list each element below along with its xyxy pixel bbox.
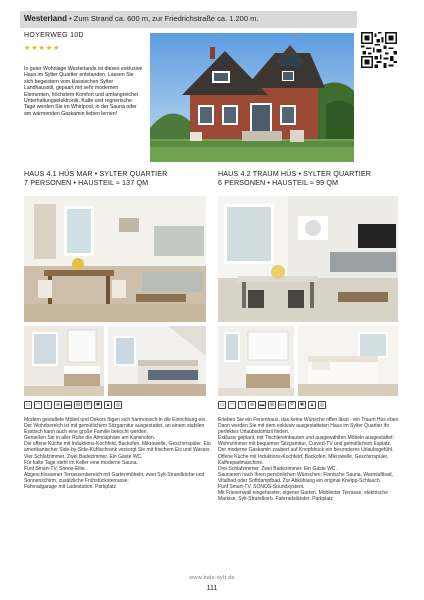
house-1-description bbox=[24, 417, 212, 490]
desc-paragraph: Für kalte Tage steht im Keller eine moderne Sauna. bbox=[24, 459, 138, 466]
tv-icon: ▭ bbox=[219, 402, 225, 408]
shower-icon: ⌇ bbox=[44, 401, 52, 409]
tv-icon: ▭ bbox=[25, 402, 31, 408]
house-2-bedroom-photo bbox=[298, 326, 398, 396]
desc-paragraph: Fünf Smart-TV, Sonos-Elite. bbox=[24, 465, 87, 472]
desc-paragraph: Fünf Smart-TV, SONOS-Soundsystem. bbox=[218, 484, 305, 491]
desc-paragraph: Modern gestaltete Möbel und Dekors fügen sich harmonisch in die Einrichtung ein. Der Wohnbereich ist mit gemütlichem Sitzgarnitur ausgestattet, an einem stabilen Esstisch kann auch eine große Familie bekocht werden. bbox=[24, 417, 207, 436]
house-2-description bbox=[218, 417, 400, 502]
house-1-subtitle: 7 PERSONEN • HAUSTEIL ≈ 137 QM bbox=[24, 177, 149, 187]
desc-paragraph: Drei Schlafzimmer. Zwei Badezimmer. Ein Gäste WC. bbox=[218, 465, 337, 472]
house-2-amenity-icons bbox=[218, 401, 326, 409]
fireplace-icon: ▲ bbox=[105, 402, 111, 408]
desc-paragraph: Genießen Sie in aller Ruhe die Atmosphäre am Kaminofen. bbox=[24, 435, 156, 442]
desc-paragraph: Exklusiv geplant, mit Tischlereinbauten und ausgewählten Möbeln ausgestattet: Wohnzimmer mit bequemer Sitzgarnitur, Curved-TV und gemütlichem Esplatz. Der moderne Gaskamin zaubert auf Knopfdruck ein besonderes Urlaubsgefühl. bbox=[218, 435, 394, 454]
property-name: HOYERWEG 10D bbox=[24, 32, 84, 39]
desc-paragraph: Saunieren nach Ihren persönlichen Wünschen: Finnische Sauna, Warmluftbad, Vitalbad oder Softdampfbad. Zur Abkühlung ein original Kneipp-Schlauch. bbox=[218, 471, 393, 484]
pet-icon: ✱ bbox=[95, 402, 101, 408]
house-1-bathroom-photo bbox=[24, 326, 104, 396]
wifi-icon: ◠ bbox=[229, 402, 235, 408]
fireplace-icon: ▲ bbox=[309, 402, 315, 408]
house-1-title: HAUS 4.1 HÜS MAR • SYLTER QUARTIER bbox=[24, 169, 168, 178]
sauna-icon: ≋ bbox=[55, 402, 61, 408]
360-icon: 360° bbox=[278, 403, 286, 407]
washer-icon: ◎ bbox=[319, 402, 325, 408]
pet-icon: ✱ bbox=[299, 402, 305, 408]
house-2-living-room-photo bbox=[218, 196, 398, 322]
house-1-living-room-photo bbox=[24, 196, 206, 322]
place-name: Westerland bbox=[24, 14, 67, 23]
header-line bbox=[24, 13, 258, 25]
washer-icon: ◎ bbox=[115, 402, 121, 408]
house-2-title: HAUS 4.2 TRAUM HÜS • SYLTER QUARTIER bbox=[218, 169, 372, 178]
parking-icon: P bbox=[84, 401, 92, 409]
bed-icon: ▬ bbox=[259, 402, 265, 408]
star-rating: ★★★★★ bbox=[24, 45, 61, 52]
desc-paragraph: Vier Schlafzimmer. Zwei Badezimmer. Ein Gäste WC. bbox=[24, 453, 143, 460]
house-1-bedroom-photo bbox=[108, 326, 206, 396]
website-link[interactable]: www.bals-sylt.de bbox=[189, 575, 235, 581]
house-2-bathroom-photo bbox=[218, 326, 294, 396]
desc-paragraph: Offene Küche mit Induktions-Kochfeld, Backofen, Mikrowelle, Geschirrspüler, Kaffeepadmaschine. bbox=[218, 453, 389, 466]
desc-paragraph: Fahrradgarage mit Ladestation. Parkplatz bbox=[24, 484, 116, 491]
distance-info: • Zum Strand ca. 600 m, zur Friedrichstraße ca. 1.200 m. bbox=[69, 14, 259, 23]
wifi-icon: ◠ bbox=[35, 402, 41, 408]
kitchen-icon: ⊞ bbox=[269, 402, 275, 408]
house-2-subtitle: 6 PERSONEN • HAUSTEIL ≈ 99 QM bbox=[218, 177, 339, 187]
bed-icon: ▬ bbox=[65, 402, 71, 408]
house-1-amenity-icons bbox=[24, 401, 122, 409]
desc-paragraph: Die offene Küche mit Induktions-Kochfeld, Backofen, Mikrowelle, Geschirrspüler. Ein amerikanischer Side-by-Side-Kühlschrank versorgt Sie mit frischem Eis und Wasser. bbox=[24, 441, 211, 454]
desc-paragraph: Abgeschlossener Terrassenbereich mit Gartenmöbeln, zwei Sylt-Strandkörbe und Sonnenschirm, zusätzliche Frühstücksterrasse. bbox=[24, 471, 205, 484]
house-2-heading bbox=[218, 170, 371, 187]
sauna-icon: ≋ bbox=[249, 402, 255, 408]
kitchen-icon: ⊞ bbox=[75, 402, 81, 408]
shower-icon: ⌇ bbox=[238, 401, 246, 409]
house-exterior-photo bbox=[150, 33, 354, 162]
qr-code-icon[interactable] bbox=[361, 32, 397, 68]
parking-icon: P bbox=[288, 401, 296, 409]
desc-paragraph: Erleben Sie ein Ferienhaus, das keine Wünsche offen lässt - ein Traum Hüs eben. Dann werden Sie mit dem exklusiv ausgestatteten Haus im Sylter Quartier ihr perfektes Urlaubsdomizil finden. bbox=[218, 417, 400, 436]
desc-paragraph: Mit Friesenwall eingefasster, eigener Garten. Möblierter Terrasse, elektrische Markise, Sylt-Strandkorb. Fahrradständer. Parkplatz bbox=[218, 490, 388, 503]
house-1-heading bbox=[24, 170, 167, 187]
intro-text: In guter Wohnlage Westerlands ist dieses exklusive Haus im Sylter Quartier entstanden. Lassen Sie sich begeistern vom klassischen Sylter Landhausstil, gepaart mit sehr modernen Elementen, höchstem Komfort und umfangreicher Unterhaltungselektronik. Kalte und regnerische Tage werden Sie im Whirlpool, in der Sauna oder am wärmenden Gaskamin lieben lernen! bbox=[24, 66, 143, 117]
page-number: 111 bbox=[206, 585, 218, 592]
